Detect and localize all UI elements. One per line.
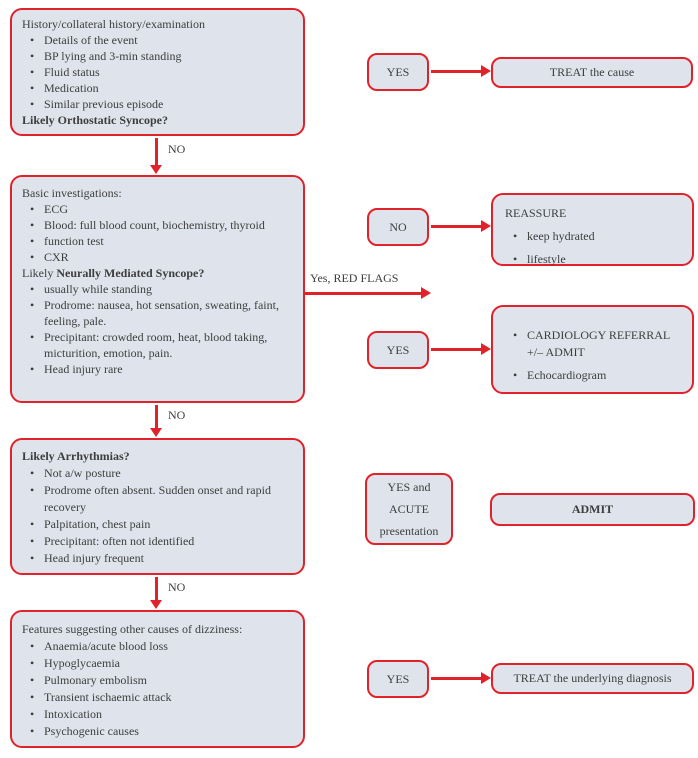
list-item-text: Details of the event <box>44 33 138 47</box>
yes-box-2-label: YES <box>386 342 410 357</box>
bullet-icon: • <box>513 368 518 382</box>
treat-underlying-box <box>491 663 694 694</box>
bullet-icon: • <box>30 81 35 95</box>
list-item-text: Fluid status <box>44 65 100 79</box>
list-item <box>22 533 293 550</box>
list-item-text: keep hydrated <box>527 229 595 243</box>
list-item <box>22 297 293 329</box>
dizziness-box-title: Features suggesting other causes of dizziness: <box>22 622 243 636</box>
bullet-icon: • <box>30 298 35 312</box>
list-item-text: BP lying and 3-min standing <box>44 49 182 63</box>
treat-underlying-label: TREAT the underlying diagnosis <box>513 671 672 685</box>
list-item <box>22 516 293 533</box>
red-flags-arrow-head-icon <box>421 287 431 299</box>
list-item <box>505 249 684 269</box>
reassure-box-title: REASSURE <box>505 206 567 220</box>
bullet-icon: • <box>30 639 35 653</box>
question-prefix: Likely <box>22 266 57 280</box>
list-item-text: Medication <box>44 81 99 95</box>
bullet-icon: • <box>30 673 35 687</box>
bullet-icon: • <box>30 483 35 497</box>
yes-box-1-label: YES <box>386 64 410 79</box>
arrow-right-head-icon <box>481 343 491 355</box>
list-item <box>22 706 293 723</box>
arrow-down-head-icon <box>150 165 162 174</box>
cardiology-box <box>491 305 694 394</box>
yes-box-3 <box>367 660 429 698</box>
admit-label: ADMIT <box>571 502 614 516</box>
list-item <box>22 64 293 80</box>
list-item-text: Not a/w posture <box>44 466 121 480</box>
connector2-label: NO <box>168 408 186 422</box>
list-item-text: Precipitant: crowded room, heat, blood taking, micturition, emotion, pain. <box>44 330 268 360</box>
list-item-text: function test <box>44 234 104 248</box>
bullet-icon: • <box>30 551 35 565</box>
list-item <box>22 80 293 96</box>
yes-acute-box <box>365 473 453 545</box>
list-item-text: Anaemia/acute blood loss <box>44 639 168 653</box>
question-bold: Neurally Mediated Syncope? <box>56 266 205 280</box>
list-item <box>22 550 293 567</box>
investigations-box-question <box>22 265 293 281</box>
bullet-icon: • <box>30 656 35 670</box>
list-item-text: Intoxication <box>44 707 102 721</box>
arrow-right-head-icon <box>481 65 491 77</box>
bullet-icon: • <box>513 328 518 342</box>
arrow-right-shaft <box>431 225 481 228</box>
bullet-icon: • <box>30 362 35 376</box>
list-item-text: Head injury frequent <box>44 551 144 565</box>
bullet-icon: • <box>30 234 35 248</box>
investigations-box-title: Basic investigations: <box>22 186 122 200</box>
arrow-right-shaft <box>431 70 481 73</box>
bullet-icon: • <box>30 97 35 111</box>
admit-box <box>490 493 695 526</box>
bullet-icon: • <box>30 517 35 531</box>
arrow-down-head-icon <box>150 600 162 609</box>
bullet-icon: • <box>30 534 35 548</box>
list-item-text: lifestyle <box>527 252 566 266</box>
list-item-text: Palpitation, chest pain <box>44 517 151 531</box>
list-item <box>22 32 293 48</box>
connector1-label: NO <box>168 142 186 156</box>
list-item <box>22 465 293 482</box>
list-item-text: Prodrome: nausea, hot sensation, sweating, faint, feeling, pale. <box>44 298 279 328</box>
bullet-icon: • <box>513 229 518 243</box>
yes-box-3-label: YES <box>386 671 410 686</box>
list-item-text: Transient ischaemic attack <box>44 690 172 704</box>
list-item-text: Prodrome often absent. Sudden onset and rapid recovery <box>44 483 271 514</box>
list-item-text: Hypoglycaemia <box>44 656 120 670</box>
bullet-icon: • <box>30 218 35 232</box>
history-box-title: History/collateral history/examination <box>22 17 205 31</box>
list-item <box>505 226 684 246</box>
bullet-icon: • <box>30 65 35 79</box>
bullet-icon: • <box>513 252 518 266</box>
arrow-right-shaft <box>431 348 481 351</box>
list-item-text: CXR <box>44 250 69 264</box>
arrow-down-shaft <box>155 577 158 600</box>
bullet-icon: • <box>30 282 35 296</box>
red-flags-label: Yes, RED FLAGS <box>310 271 399 285</box>
list-item-text: Psychogenic causes <box>44 724 139 738</box>
list-item-text: Head injury rare <box>44 362 123 376</box>
arrow-down-shaft <box>155 405 158 428</box>
list-item-text: Similar previous episode <box>44 97 164 111</box>
list-item <box>22 249 293 265</box>
bullet-icon: • <box>30 33 35 47</box>
bullet-icon: • <box>30 250 35 264</box>
list-item-text: Precipitant: often not identified <box>44 534 195 548</box>
no-box <box>367 208 429 246</box>
list-item-text: ECG <box>44 202 68 216</box>
bullet-icon: • <box>30 330 35 344</box>
arrow-right-head-icon <box>481 220 491 232</box>
list-item <box>22 723 293 740</box>
red-flags-arrow-shaft <box>305 292 421 295</box>
dizziness-box <box>10 610 305 748</box>
list-item <box>505 327 684 361</box>
bullet-icon: • <box>30 690 35 704</box>
reassure-box <box>491 193 694 266</box>
list-item <box>22 281 293 297</box>
list-item <box>22 638 293 655</box>
no-box-label: NO <box>389 219 407 234</box>
treat-cause-box <box>491 57 693 88</box>
bullet-icon: • <box>30 466 35 480</box>
connector3-label: NO <box>168 580 186 594</box>
yes-acute-line: ACUTE <box>389 502 429 516</box>
list-item <box>22 655 293 672</box>
investigations-box <box>10 175 305 403</box>
arrhythmias-box-question: Likely Arrhythmias? <box>22 449 130 463</box>
arrow-right-shaft <box>431 677 481 680</box>
yes-box-1 <box>367 53 429 91</box>
list-item <box>22 482 293 516</box>
list-item-text: Blood: full blood count, biochemistry, thyroid <box>44 218 265 232</box>
history-box <box>10 8 305 136</box>
treat-cause-label: TREAT the cause <box>549 65 635 79</box>
bullet-icon: • <box>30 724 35 738</box>
history-box-question: Likely Orthostatic Syncope? <box>22 113 168 127</box>
list-item <box>22 201 293 217</box>
list-item <box>22 217 293 233</box>
arrow-right-head-icon <box>481 672 491 684</box>
bullet-icon: • <box>30 707 35 721</box>
yes-acute-line: YES and <box>387 480 431 494</box>
list-item <box>22 96 293 112</box>
list-item <box>22 361 293 377</box>
arrow-down-shaft <box>155 138 158 165</box>
list-item-text: CARDIOLOGY REFERRAL +/– ADMIT <box>527 328 670 359</box>
arrhythmias-box <box>10 438 305 575</box>
arrow-down-head-icon <box>150 428 162 437</box>
list-item-text: Echocardiogram <box>527 368 607 382</box>
list-item <box>22 48 293 64</box>
yes-box-2 <box>367 331 429 369</box>
list-item <box>22 233 293 249</box>
list-item-text: usually while standing <box>44 282 152 296</box>
list-item <box>22 689 293 706</box>
bullet-icon: • <box>30 202 35 216</box>
list-item <box>22 672 293 689</box>
list-item-text: Pulmonary embolism <box>44 673 147 687</box>
list-item <box>505 367 684 384</box>
list-item <box>22 329 293 361</box>
yes-acute-line: presentation <box>379 524 439 538</box>
bullet-icon: • <box>30 49 35 63</box>
